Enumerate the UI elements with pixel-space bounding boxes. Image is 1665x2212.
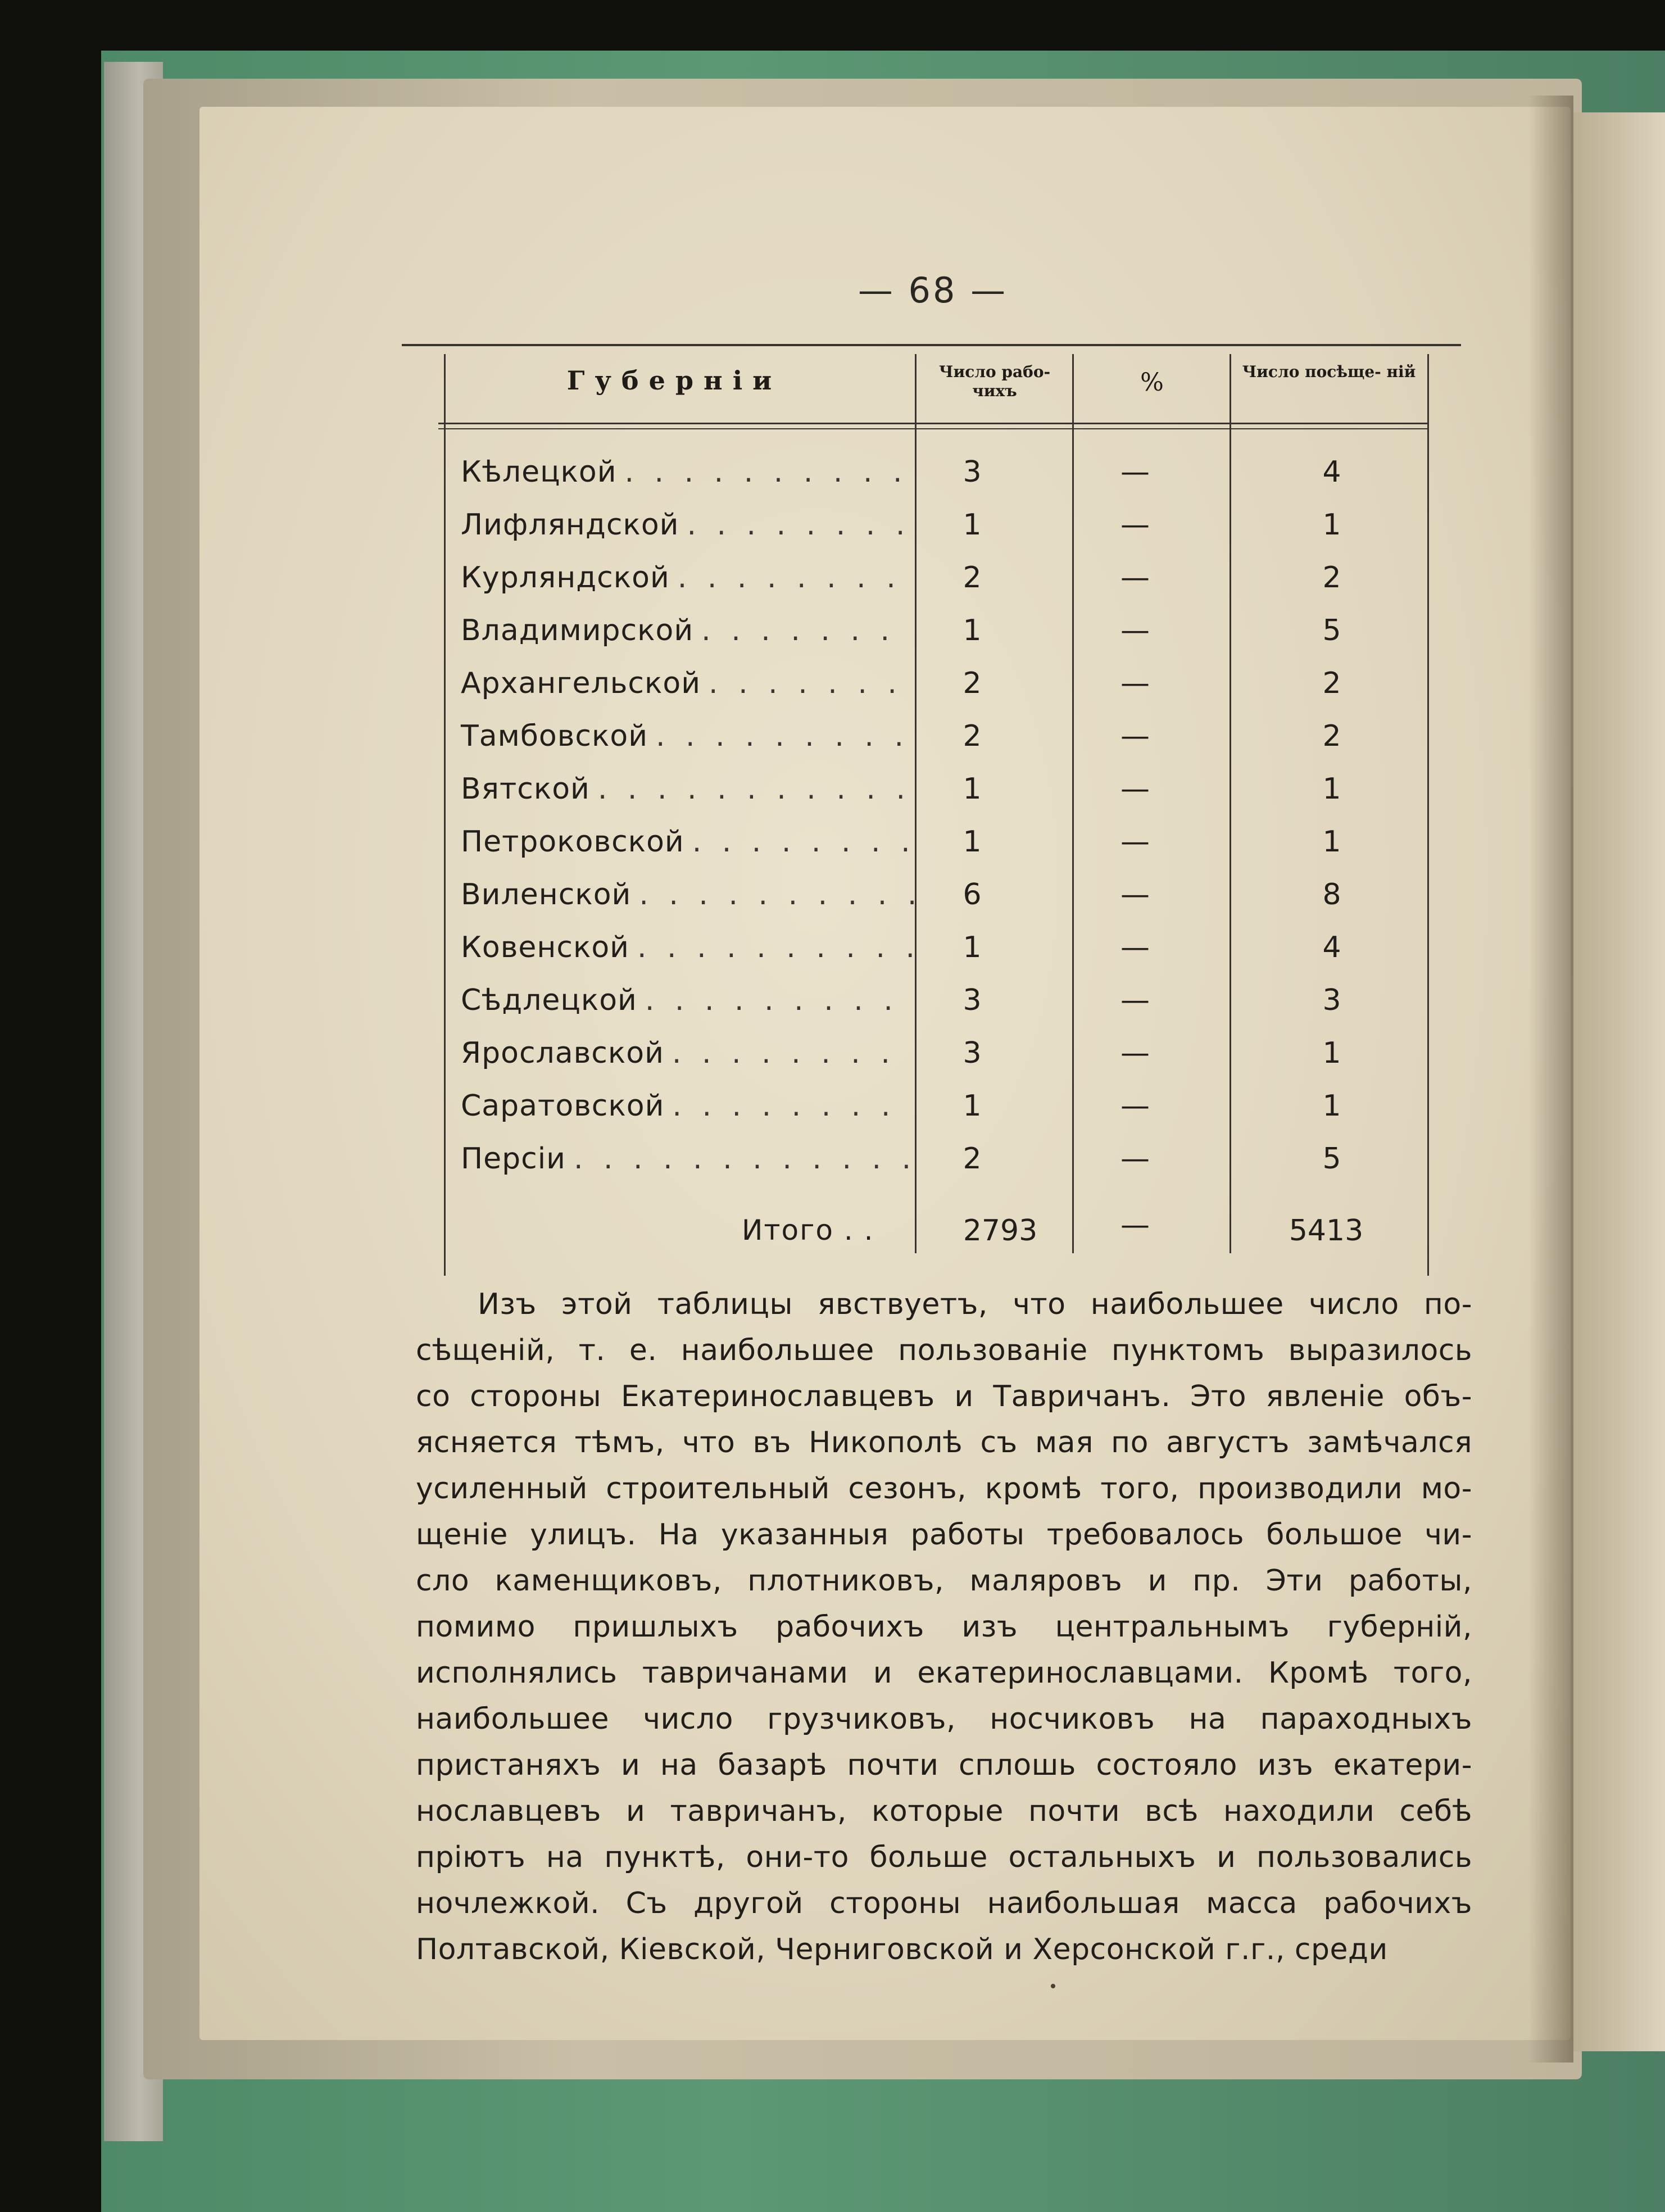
paragraph-line: Изъ этой таблицы явствуетъ, что наибольшее число по- xyxy=(478,1288,1472,1321)
province-name: Кѣлецкой xyxy=(461,455,617,489)
table-row xyxy=(461,983,1427,1034)
table-row xyxy=(461,1036,1427,1087)
paragraph-line: пріютъ на пунктѣ, они-то больше остальныхъ и пользовались xyxy=(416,1841,1472,1874)
visits-count: 1 xyxy=(1322,1089,1341,1123)
paragraph-line: щеніе улицъ. На указанныя работы требовалось большое чи- xyxy=(416,1518,1472,1552)
leader-dots: . . . . . . . . . . xyxy=(637,931,921,964)
paragraph-line: исполнялись тавричанами и екатеринославцами. Кромѣ того, xyxy=(416,1656,1472,1690)
percent-value: — xyxy=(1120,667,1150,700)
table-row xyxy=(461,878,1427,928)
total-workers: 2793 xyxy=(963,1214,1038,1248)
province-name: Лифляндской xyxy=(461,508,679,542)
page-gutter-shadow xyxy=(1528,96,1573,2063)
paragraph-line: сло каменщиковъ, плотниковъ, маляровъ и пр. Эти работы, xyxy=(416,1564,1472,1598)
workers-count: 2 xyxy=(963,561,982,595)
workers-count: 6 xyxy=(963,878,982,912)
paragraph-line: ночлежкой. Съ другой стороны наибольшая масса рабочихъ xyxy=(416,1887,1472,1920)
print-speck xyxy=(1051,1984,1055,1988)
workers-count: 2 xyxy=(963,667,982,700)
percent-value: — xyxy=(1120,1089,1150,1123)
facing-page xyxy=(1573,112,1665,2051)
province-name: Архангельской xyxy=(461,667,701,700)
workers-count: 3 xyxy=(963,455,982,489)
visits-count: 4 xyxy=(1322,455,1341,489)
province-name: Виленской xyxy=(461,878,632,912)
leader-dots: . . . . . . . . xyxy=(677,561,901,595)
percent-value: — xyxy=(1120,614,1150,647)
percent-value: — xyxy=(1120,878,1150,912)
percent-value: — xyxy=(1120,508,1150,542)
province-name: Владимирской xyxy=(461,614,694,647)
header-workers: Число рабо- чихъ xyxy=(938,362,1051,400)
paragraph-line: пристаняхъ и на базарѣ почти сплошь состояло изъ екатери- xyxy=(416,1748,1472,1782)
visits-count: 5 xyxy=(1322,614,1341,647)
paragraph-line: сѣщеній, т. е. наибольшее пользованіе пунктомъ выразилось xyxy=(416,1334,1472,1367)
table-row xyxy=(461,772,1427,823)
table-header-rule-double xyxy=(438,428,1427,429)
workers-count: 1 xyxy=(963,1089,982,1123)
percent-value: — xyxy=(1120,719,1150,753)
table-row xyxy=(461,508,1427,559)
table-row xyxy=(461,719,1427,770)
table-right-border xyxy=(1427,354,1429,1276)
table-left-border xyxy=(444,354,446,1276)
table-row xyxy=(461,931,1427,981)
visits-count: 2 xyxy=(1322,719,1341,753)
workers-count: 1 xyxy=(963,508,982,542)
province-name: Сѣдлецкой xyxy=(461,983,637,1017)
leader-dots: . . . . . . . . xyxy=(672,1089,896,1123)
leader-dots: . . . . . . . xyxy=(701,614,896,647)
page-number: — 68 — xyxy=(858,270,1008,311)
paragraph-line: помимо пришлыхъ рабочихъ изъ центральнымъ губерній, xyxy=(416,1610,1472,1644)
province-name: Саратовской xyxy=(461,1089,665,1123)
leader-dots: . . . . . . . . xyxy=(692,825,916,859)
leader-dots: . . . . . . . . xyxy=(687,508,911,542)
table-top-rule xyxy=(402,344,1461,346)
header-visits: Число посѣще- ній xyxy=(1242,362,1416,381)
total-visits: 5413 xyxy=(1289,1214,1364,1248)
paragraph-line: ясняется тѣмъ, что въ Никополѣ съ мая по августъ замѣчался xyxy=(416,1426,1472,1459)
percent-value: — xyxy=(1120,931,1150,964)
leader-dots: . . . . . . . . . . xyxy=(624,455,908,489)
visits-count: 1 xyxy=(1322,772,1341,806)
leader-dots: . . . . . . . . . . . xyxy=(597,772,911,806)
table-row xyxy=(461,614,1427,664)
visits-count: 1 xyxy=(1322,508,1341,542)
leader-dots: . . . . . . . . . xyxy=(645,983,899,1017)
visits-count: 4 xyxy=(1322,931,1341,964)
table-row xyxy=(461,1142,1427,1193)
province-name: Ярославской xyxy=(461,1036,664,1070)
leader-dots: . . . . . . . . . xyxy=(656,719,909,753)
visits-count: 1 xyxy=(1322,825,1341,859)
leader-dots: . . . . . . . . . . . . xyxy=(573,1142,917,1176)
table-row xyxy=(461,667,1427,717)
total-percent: — xyxy=(1120,1208,1150,1242)
leader-dots: . . . . . . . xyxy=(709,667,902,700)
percent-value: — xyxy=(1120,983,1150,1017)
percent-value: — xyxy=(1120,1036,1150,1070)
leader-dots: . . . . . . . . xyxy=(672,1036,896,1070)
body-paragraph xyxy=(416,1281,1472,1973)
workers-count: 1 xyxy=(963,614,982,647)
visits-count: 5 xyxy=(1322,1142,1341,1176)
visits-count: 1 xyxy=(1322,1036,1341,1070)
province-name: Ковенской xyxy=(461,931,629,964)
paragraph-line: Полтавской, Кіевской, Черниговской и Херсонской г.г., среди xyxy=(416,1933,1388,1966)
table-row xyxy=(461,455,1427,506)
percent-value: — xyxy=(1120,825,1150,859)
paragraph-line: со стороны Екатеринославцевъ и Тавричанъ. Это явленіе объ- xyxy=(416,1380,1472,1413)
workers-count: 3 xyxy=(963,1036,982,1070)
visits-count: 8 xyxy=(1322,878,1341,912)
workers-count: 3 xyxy=(963,983,982,1017)
header-percent: % xyxy=(1140,368,1164,397)
province-name: Тамбовской xyxy=(461,719,648,753)
visits-count: 3 xyxy=(1322,983,1341,1017)
header-province: Губерніи xyxy=(566,365,782,396)
table-row xyxy=(461,1089,1427,1140)
workers-count: 2 xyxy=(963,719,982,753)
percent-value: — xyxy=(1120,772,1150,806)
table-header-rule xyxy=(438,423,1427,424)
province-name: Персіи xyxy=(461,1142,566,1176)
workers-count: 1 xyxy=(963,825,982,859)
percent-value: — xyxy=(1120,1142,1150,1176)
leader-dots: . . . . . . . . . . xyxy=(639,878,923,912)
percent-value: — xyxy=(1120,561,1150,595)
province-name: Вятской xyxy=(461,772,590,806)
paragraph-line: наибольшее число грузчиковъ, носчиковъ на параходныхъ xyxy=(416,1702,1472,1736)
province-name: Петроковской xyxy=(461,825,684,859)
visits-count: 2 xyxy=(1322,561,1341,595)
workers-count: 1 xyxy=(963,931,982,964)
table-row xyxy=(461,561,1427,611)
visits-count: 2 xyxy=(1322,667,1341,700)
workers-count: 2 xyxy=(963,1142,982,1176)
percent-value: — xyxy=(1120,455,1150,489)
workers-count: 1 xyxy=(963,772,982,806)
paragraph-line: усиленный строительный сезонъ, кромѣ того, производили мо- xyxy=(416,1472,1472,1506)
paragraph-line: нославцевъ и тавричанъ, которые почти всѣ находили себѣ xyxy=(416,1794,1472,1828)
total-label: Итого . . xyxy=(742,1214,874,1246)
province-name: Курляндской xyxy=(461,561,670,595)
table-row xyxy=(461,825,1427,876)
